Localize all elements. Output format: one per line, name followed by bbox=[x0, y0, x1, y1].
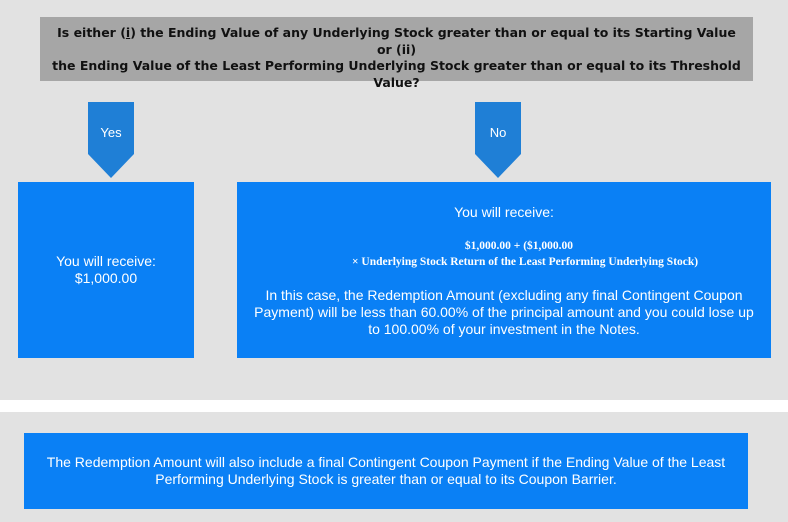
redemption-formula bbox=[237, 239, 771, 270]
question-line-2: the Ending Value of the Least Performing Underlying Stock greater than or equal to its Threshold bbox=[52, 58, 741, 73]
no-arrow bbox=[475, 102, 521, 178]
yes-outcome-amount: $1,000.00 bbox=[74, 270, 138, 286]
question-box bbox=[40, 17, 753, 90]
yes-arrow bbox=[88, 102, 134, 178]
question-roman-numeral: i bbox=[125, 25, 131, 40]
no-outcome-box bbox=[237, 182, 771, 358]
no-outcome-intro: You will receive: bbox=[454, 204, 554, 220]
coupon-note-box bbox=[24, 433, 748, 509]
question-line-1: Is either (i) the Ending Value of any Underlying Stock greater than or equal to its Starting Value or (ii) bbox=[57, 25, 736, 57]
yes-arrow-label: Yes bbox=[100, 125, 122, 140]
no-arrow-label: No bbox=[489, 125, 507, 140]
yes-outcome-intro: You will receive: bbox=[56, 253, 156, 269]
formula-line-2: × Underlying Stock Return of the Least Performing Underlying Stock) bbox=[352, 255, 699, 268]
formula-line-1: $1,000.00 + ($1,000.00 bbox=[464, 240, 574, 252]
question-line-3: Value? bbox=[373, 74, 420, 90]
loss-warning-text: In this case, the Redemption Amount (excluding any final Contingent Coupon Payment) will be less than 60.00% of the principal amount and you could lose up to 100.00% of your investment in the Notes. bbox=[254, 287, 754, 337]
yes-outcome-box bbox=[18, 182, 194, 358]
coupon-note-text: The Redemption Amount will also include a final Contingent Coupon Payment if the Ending Value of the Least Performing Underlying Stock is greater than or equal to its Coupon Barrier. bbox=[46, 454, 726, 487]
